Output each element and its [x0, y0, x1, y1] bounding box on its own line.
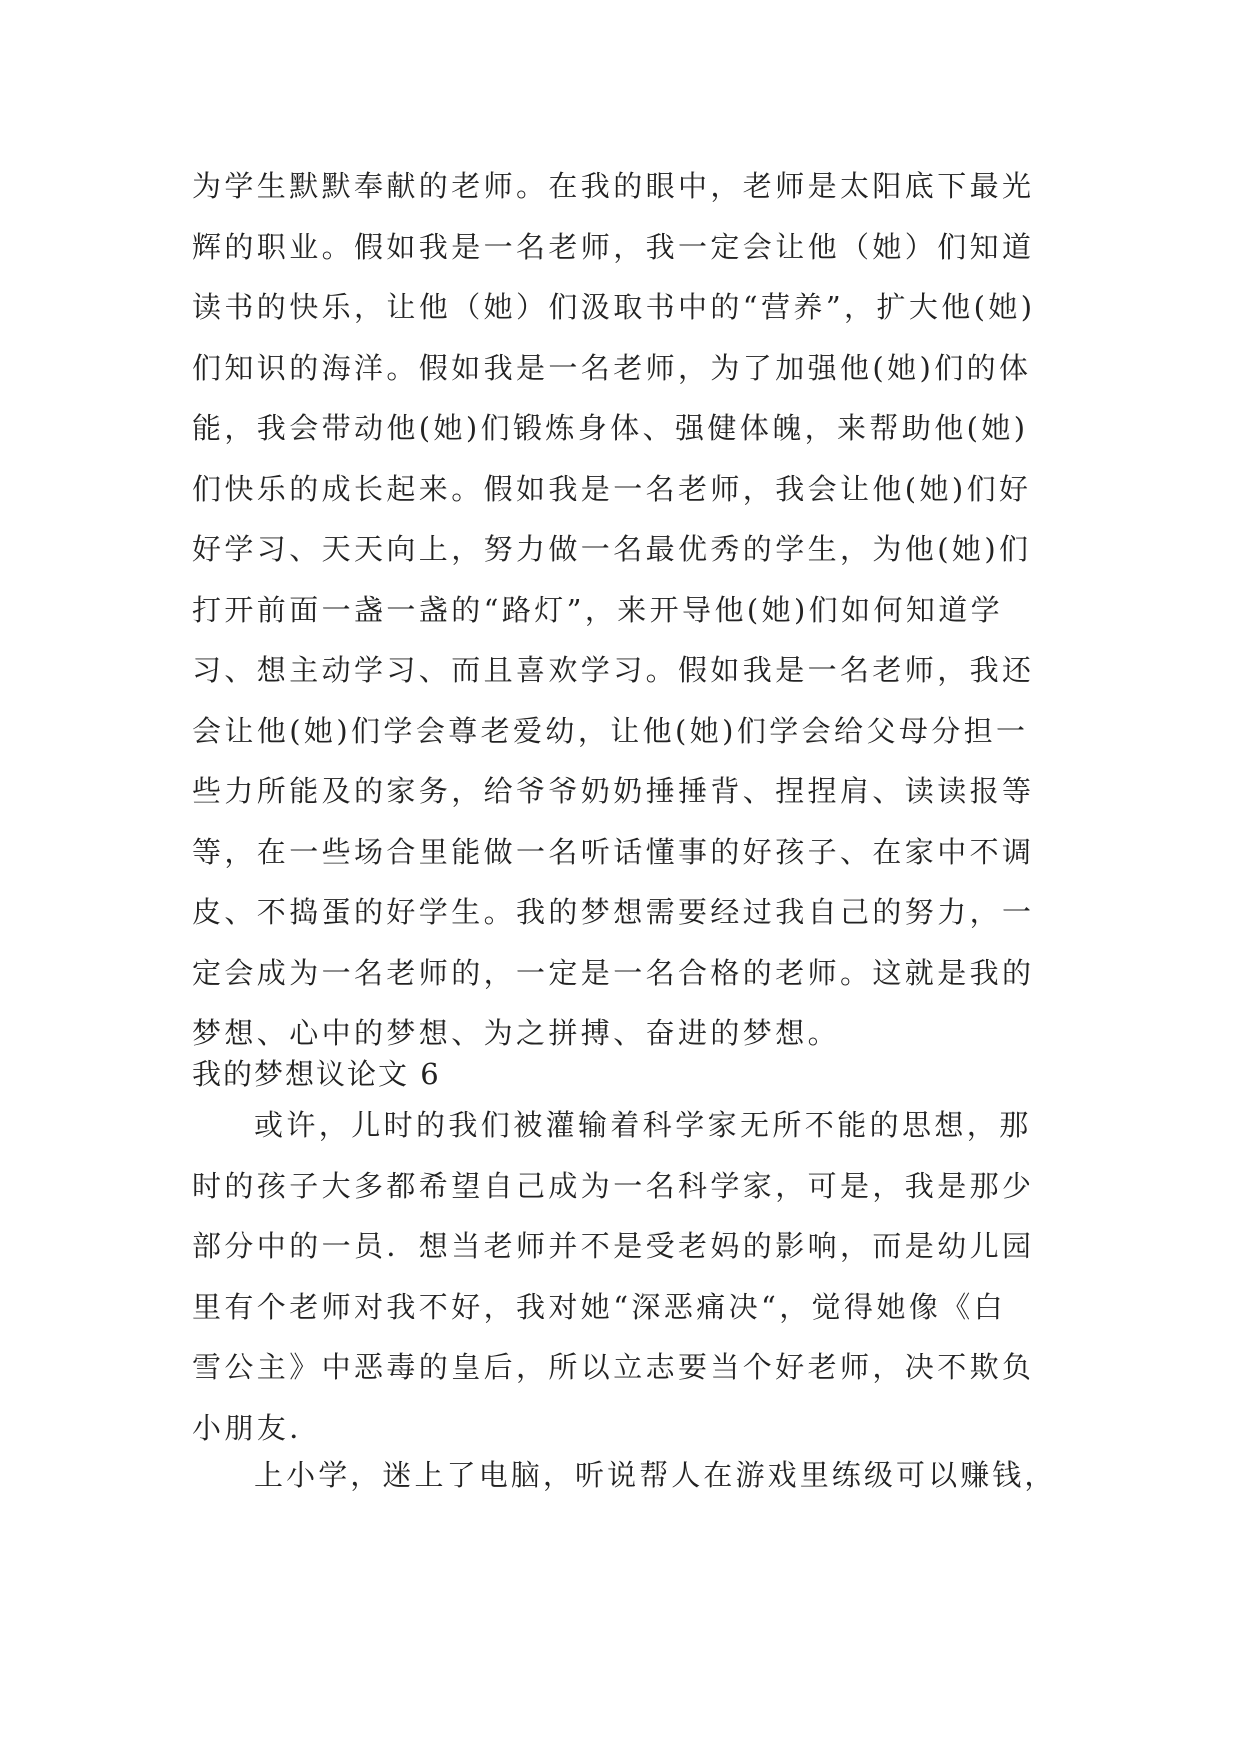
text-line: 好学习、天天向上，努力做一名最优秀的学生，为他(她)们: [192, 532, 1032, 566]
paragraph-primary-school: [192, 1445, 1060, 1506]
text-line: 等，在一些场合里能做一名听话懂事的好孩子、在家中不调: [192, 834, 1035, 869]
text-line: 们快乐的成长起来。假如我是一名老师，我会让他(她)们好: [192, 471, 1032, 506]
text-line: 梦想、心中的梦想、为之拼搏、奋进的梦想。: [192, 1016, 841, 1050]
paragraph-childhood: [192, 1095, 1060, 1458]
text-line: 或许，儿时的我们被灌输着科学家无所不能的思想，那: [254, 1108, 1032, 1142]
text-line: 时的孩子大多都希望自己成为一名科学家，可是，我是那少: [192, 1168, 1035, 1203]
text-line: 部分中的一员．想当老师并不是受老妈的影响，而是幼儿园: [192, 1229, 1035, 1263]
paragraph-teacher-dream: [192, 156, 1060, 1064]
text-line: 读书的快乐，让他（她）们汲取书中的“营养”，扩大他(她): [192, 290, 1036, 324]
text-line: 定会成为一名老师的，一定是一名合格的老师。这就是我的: [192, 955, 1035, 990]
text-line: 们知识的海洋。假如我是一名老师，为了加强他(她)们的体: [192, 350, 1032, 385]
text-line: 为学生默默奉献的老师。在我的眼中，老师是太阳底下最光: [192, 169, 1035, 203]
text-line: 些力所能及的家务，给爷爷奶奶捶捶背、捏捏肩、读读报等: [192, 774, 1035, 808]
text-line: 小朋友．: [192, 1410, 322, 1445]
text-line: 里有个老师对我不好，我对她“深恶痛决“，觉得她像《白: [192, 1289, 1007, 1324]
text-line: 习、想主动学习、而且喜欢学习。假如我是一名老师，我还: [192, 653, 1035, 687]
text-line: 上小学，迷上了电脑，听说帮人在游戏里练级可以赚钱，: [254, 1458, 1057, 1492]
text-line: 辉的职业。假如我是一名老师，我一定会让他（她）们知道: [192, 229, 1035, 264]
text-line: 会让他(她)们学会尊老爱幼，让他(她)们学会给父母分担一: [192, 713, 1029, 748]
text-line: 打开前面一盏一盏的“路灯”，来开导他(她)们如何知道学: [192, 592, 1004, 627]
text-line: 雪公主》中恶毒的皇后，所以立志要当个好老师，决不欺负: [192, 1350, 1035, 1384]
heading-text: 我的梦想议论文 6: [192, 1057, 441, 1091]
text-line: 皮、不捣蛋的好学生。我的梦想需要经过我自己的努力，一: [192, 895, 1035, 929]
text-line: 能，我会带动他(她)们锻炼身体、强健体魄，来帮助他(她): [192, 411, 1029, 445]
